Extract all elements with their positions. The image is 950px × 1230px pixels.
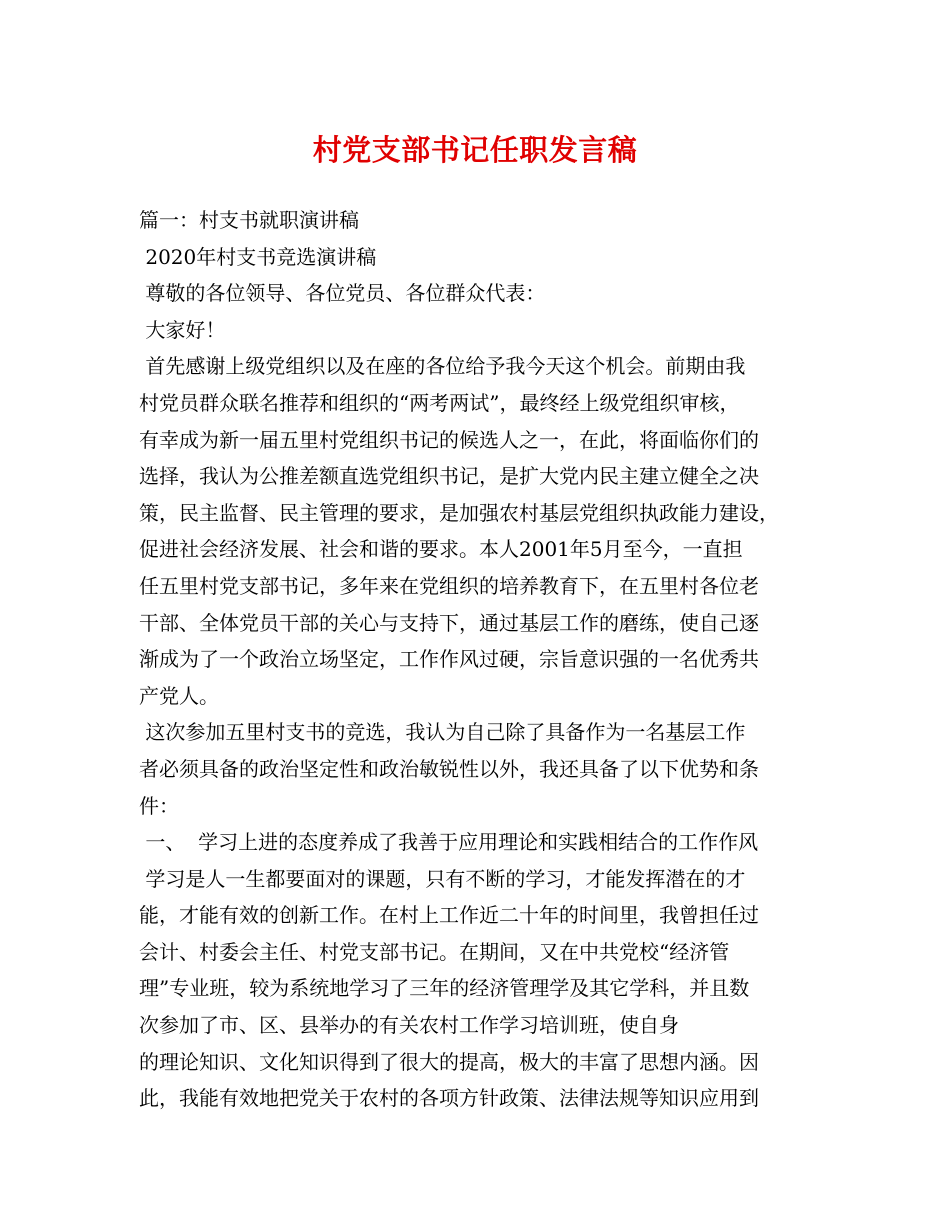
body-text-line: 会计、村委会主任、村党支部书记。在期间，又在中共党校“经济管 [139, 939, 730, 964]
body-text-line: 此，我能有效地把党关于农村的各项方针政策、法律法规等知识应用到 [139, 1086, 759, 1111]
body-text-line: 能，才能有效的创新工作。在村上工作近二十年的时间里，我曾担任过 [139, 903, 759, 928]
body-text-line: 策，民主监督、民主管理的要求，是加强农村基层党组织执政能力建设， [139, 500, 779, 525]
body-text-line: 理”专业班，较为系统地学习了三年的经济管理学及其它学科，并且数 [139, 976, 750, 1001]
body-text-line: 任五里村党支部书记，多年来在党组织的培养教育下，在五里村各位老 [139, 573, 759, 598]
body-text-line: 尊敬的各位领导、各位党员、各位群众代表： [139, 281, 546, 306]
body-text-line: 篇一：村支书就职演讲稿 [139, 208, 359, 232]
body-text-line: 学习是人一生都要面对的课题，只有不断的学习，才能发挥潜在的才 [139, 866, 746, 891]
document-title: 村党支部书记任职发言稿 [312, 133, 638, 167]
body-text-line: 村党员群众联名推荐和组织的“两考两试”，最终经上级党组织审核， [139, 390, 740, 415]
body-text-line: 首先感谢上级党组织以及在座的各位给予我今天这个机会。前期由我 [139, 354, 746, 379]
body-text-line: 渐成为了一个政治立场坚定，工作作风过硬，宗旨意识强的一名优秀共 [139, 647, 759, 672]
body-text-line: 的理论知识、文化知识得到了很大的提高，极大的丰富了思想内涵。因 [139, 1049, 759, 1074]
body-text-line: 有幸成为新一届五里村党组织书记的候选人之一，在此，将面临你们的 [139, 427, 759, 452]
body-text-line: 产党人。 [139, 683, 219, 708]
body-text-line: 次参加了市、区、县举办的有关农村工作学习培训班，使自身 [139, 1013, 679, 1038]
body-text-line: 件： [139, 793, 179, 818]
body-text-line: 这次参加五里村支书的竞选，我认为自己除了具备作为一名基层工作 [139, 720, 746, 745]
document-body [139, 202, 839, 1117]
body-text-line: 者必须具备的政治坚定性和政治敏锐性以外，我还具备了以下优势和条 [139, 756, 759, 781]
body-text-line: 选择，我认为公推差额直选党组织书记，是扩大党内民主建立健全之决 [139, 464, 759, 489]
body-text-line: 促进社会经济发展、社会和谐的要求。本人2001年5月至今，一直担 [139, 537, 743, 562]
body-text-line: 一、 学习上进的态度养成了我善于应用理论和实践相结合的工作作风 [139, 830, 759, 855]
body-text-line: 大家好！ [139, 317, 226, 342]
body-text-line: 干部、全体党员干部的关心与支持下，通过基层工作的磨练，使自己逐 [139, 610, 759, 635]
body-text-line: 2020年村支书竞选演讲稿 [139, 244, 377, 269]
